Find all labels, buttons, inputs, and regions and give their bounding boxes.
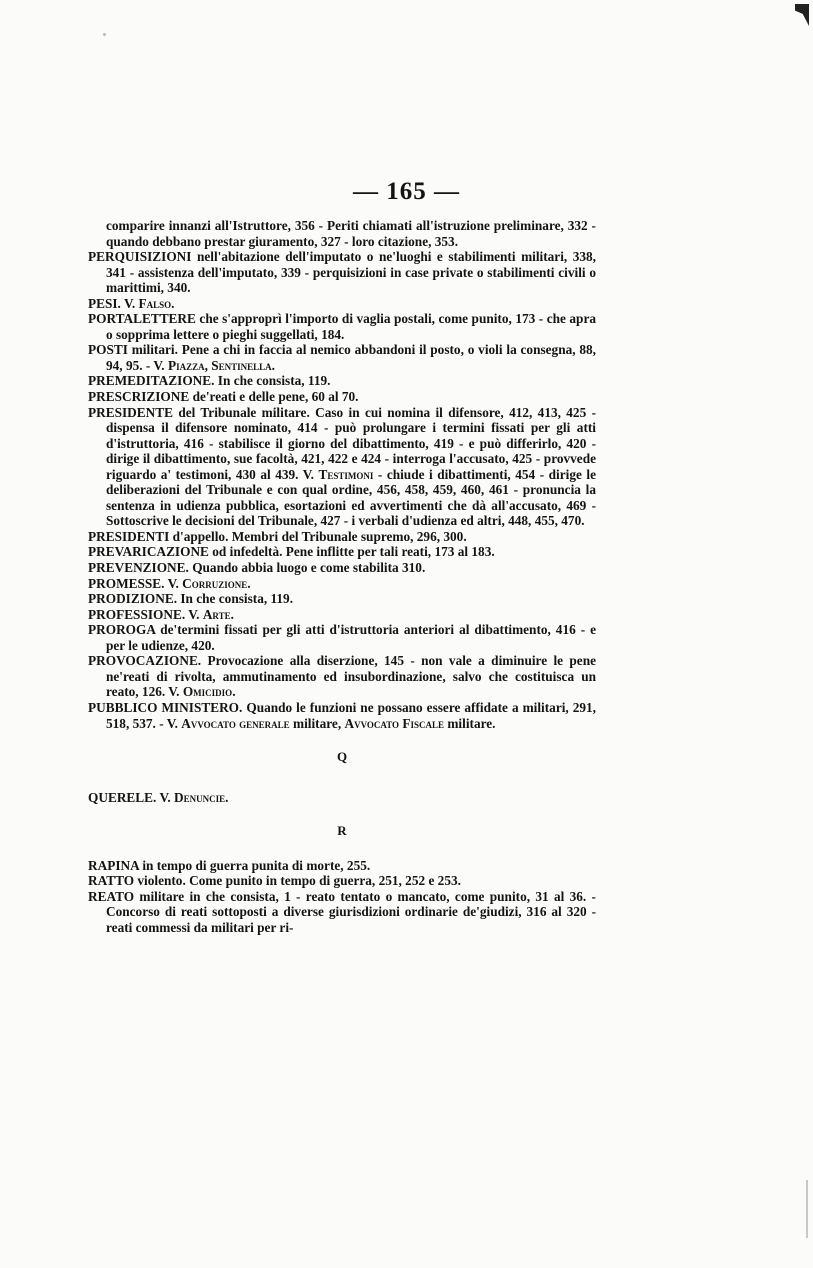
entry-head: PREVARICAZIONE xyxy=(88,544,209,560)
entry-presidente xyxy=(88,405,596,529)
entry-head: PESI. xyxy=(88,295,121,311)
entry-promesse xyxy=(88,576,596,592)
entry-prescrizione xyxy=(88,389,596,405)
entry-reato xyxy=(88,889,596,936)
entry-continuation xyxy=(88,218,596,249)
entry-head: REATO xyxy=(88,888,135,904)
page-spot xyxy=(103,33,106,36)
entry-portalettere xyxy=(88,311,596,342)
entry-presidenti xyxy=(88,529,596,545)
corner-mark xyxy=(795,4,809,26)
entry-text: V. xyxy=(167,575,179,591)
entry-text: comparire innanzi all'Istruttore, 356 - Periti chiamati all'istruzione preliminare, 332 - quando debbano prestar giuramento, 327 - loro citazione, 353. xyxy=(106,218,596,249)
entry-text: d'appello. Membri del Tribunale supremo, 296, 300. xyxy=(172,528,467,544)
entry-head: QUERELE. xyxy=(88,789,157,805)
entry-head: PROVOCAZIONE. xyxy=(88,653,202,669)
entry-text: In che consista, 119. xyxy=(180,591,294,607)
entry-text: - chiude i dibattimenti, 454 - dirige le deliberazioni del Tribunale e con qual ordine, 456, 458, 459, 460, 461 - pronuncia la sentenza in udienza pubblica, esortazioni ed avvertimenti che dà all'accusato, 469 - Sottoscrive le decisioni del Tribunale, 427 - i verbali d'udienza ed altri, 448, 455, 470. xyxy=(106,466,596,529)
entry-text: militari. Pene a chi in faccia al nemico abbandoni il posto, o violi la consegna, 88, 94, 95. - V. xyxy=(106,342,597,373)
section-letter-r: R xyxy=(337,823,347,839)
entry-text: Quando abbia luogo e come stabilita 310. xyxy=(192,560,426,576)
cross-reference: Avvocato generale xyxy=(181,715,290,731)
entry-proroga xyxy=(88,622,596,653)
entry-provocazione xyxy=(88,653,596,700)
entry-ratto xyxy=(88,873,596,889)
entry-querele xyxy=(88,790,596,806)
section-letter-q: Q xyxy=(336,749,348,765)
entry-text: Provocazione alla diserzione, 145 - non vale a diminuire le pene ne'reati di rivolta, ammutinamento ed insubordinazione, salvo che costituisca un reato, 126. V. xyxy=(106,653,597,700)
cross-reference: Piazza, xyxy=(167,357,208,373)
cross-reference: Sentinella. xyxy=(211,357,275,373)
entry-text: V. xyxy=(123,295,136,311)
entry-head: PROFESSIONE. xyxy=(88,606,186,622)
index-column xyxy=(88,218,596,935)
entry-posti xyxy=(88,342,596,373)
entry-text: V. xyxy=(188,606,200,622)
entry-head: PREVENZIONE. xyxy=(88,560,189,576)
cross-reference: Denuncie. xyxy=(174,789,229,805)
page-number: — 165 — xyxy=(353,178,460,205)
entry-pubblico-ministero xyxy=(88,700,596,731)
cross-reference: Avvocato Fiscale xyxy=(344,715,445,731)
entry-text: de'reati e delle pene, 60 al 70. xyxy=(192,389,359,405)
page-edge-mark xyxy=(806,1180,808,1238)
entry-head: PERQUISIZIONI xyxy=(88,249,192,265)
entry-head: RAPINA xyxy=(88,857,139,873)
entry-text: Quando le funzioni ne possano essere affidate a militari, 291, 518, 537. - V. xyxy=(106,699,597,731)
entry-head: PRESCRIZIONE xyxy=(88,389,190,405)
entry-head: PROROGA xyxy=(88,622,156,638)
entry-head: RATTO xyxy=(88,873,135,889)
entry-text: nell'abitazione dell'imputato o ne'luoghi e stabilimenti militari, 338, 341 - assistenza dell'imputato, 339 - perquisizioni in case private o stabilimenti civili o marittimi, 340. xyxy=(106,249,596,296)
cross-reference: Arte. xyxy=(202,606,234,622)
entry-head: PROMESSE. xyxy=(88,575,165,591)
cross-reference: Falso. xyxy=(138,295,175,311)
cross-reference: Omicidio. xyxy=(182,684,236,700)
entry-text: che s'approprì l'importo di vaglia postali, come punito, 173 - che apra o sopprima lettere o pieghi suggellati, 184. xyxy=(106,311,597,342)
entry-text: militare, xyxy=(293,715,342,731)
entry-premeditazione xyxy=(88,373,596,389)
entry-text: od infedeltà. Pene inflitte per tali reati, 173 al 183. xyxy=(212,544,495,560)
entry-text: V. xyxy=(159,789,171,805)
entry-text: de'termini fissati per gli atti d'istruttoria anteriori al dibattimento, 416 - e per le udienze, 420. xyxy=(106,622,596,653)
entry-head: PRODIZIONE. xyxy=(88,591,178,607)
entry-pesi xyxy=(88,296,596,312)
entry-text: militare in che consista, 1 - reato tentato o mancato, come punito, 31 al 36. - Concorso di reati sottoposti a diverse giurisdizioni ordinarie de'giudizi, 316 al 320 - reati commessi da militari per ri- xyxy=(106,888,596,935)
entry-head: PRESIDENTI xyxy=(88,528,170,544)
entry-prevaricazione xyxy=(88,544,596,560)
cross-reference: Testimoni xyxy=(318,466,374,482)
entry-text: in tempo di guerra punita di morte, 255. xyxy=(142,857,371,873)
entry-rapina xyxy=(88,858,596,874)
entry-head: PUBBLICO MINISTERO. xyxy=(88,699,243,715)
entry-text: In che consista, 119. xyxy=(217,373,331,389)
entry-head: PREMEDITAZIONE. xyxy=(88,373,215,389)
entry-text: del Tribunale militare. Caso in cui nomina il difensore, 412, 413, 425 - dispensa il difensore nominato, 414 - può prolungare i termini fissati per gli atti d'istruttoria, 416 - stabilisce il giorno del dibattimento, 419 - e può differirlo, 420 - dirige il dibattimento, sue facoltà, 421, 422 e 424 - interroga l'accusato, 425 - provvede riguardo a' testimoni, 430 al 439. V. xyxy=(106,404,596,482)
entry-head: POSTI xyxy=(88,342,128,358)
entry-prevenzione xyxy=(88,560,596,576)
entry-head: PORTALETTERE xyxy=(88,311,196,327)
entry-prodizione xyxy=(88,591,596,607)
cross-reference: Corruzione. xyxy=(182,575,251,591)
entry-text: militare. xyxy=(447,715,496,731)
entry-professione xyxy=(88,607,596,623)
entry-perquisizioni xyxy=(88,249,596,296)
entry-text: violento. Come punito in tempo di guerra, 251, 252 e 253. xyxy=(137,873,461,889)
entry-head: PRESIDENTE xyxy=(88,404,173,420)
